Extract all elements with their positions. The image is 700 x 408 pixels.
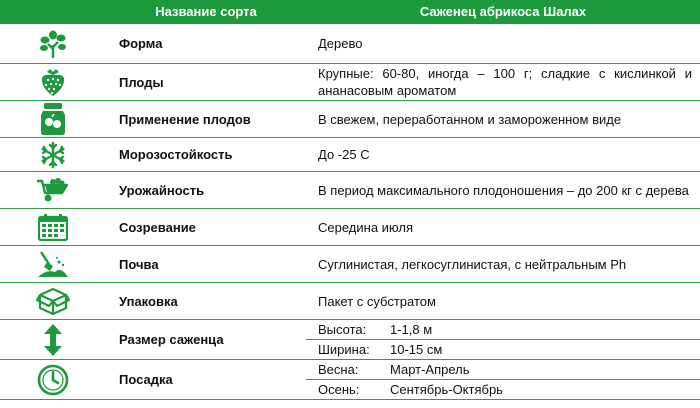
planting-spring-value: Март-Апрель [390, 362, 470, 377]
row-value-text: В период максимального плодоношения – до 200 кг с дерева [318, 182, 689, 198]
row-value: В свежем, переработанном и замороженном виде [318, 111, 622, 127]
vertical-arrows-icon [0, 320, 106, 359]
row-value: Середина июля [318, 219, 414, 235]
jar-icon [0, 101, 106, 137]
row-value [318, 64, 692, 100]
table-row [0, 101, 700, 138]
size-height-label: Высота: [318, 322, 367, 337]
row-value-text: Крупные: 60-80, иногда – 100 г; сладкие с кислинкой и ананасовым ароматом [318, 66, 692, 98]
clock-icon [0, 360, 106, 399]
table-row [0, 64, 700, 101]
table-row [0, 209, 700, 246]
row-name: Посадка [119, 372, 173, 387]
header-seedling-name: Саженец абрикоса Шалах [419, 4, 587, 19]
size-height-value: 1-1,8 м [390, 322, 433, 337]
row-name: Плоды [119, 74, 164, 90]
calendar-icon [0, 209, 106, 245]
wheelbarrow-icon [0, 172, 106, 208]
table-row [0, 360, 700, 400]
size-height-line [306, 320, 700, 340]
row-value: Суглинистая, легкосуглинистая, с нейтральным Ph [318, 256, 627, 272]
planting-autumn-value: Сентябрь-Октябрь [390, 382, 503, 397]
row-name: Урожайность [119, 182, 205, 198]
table-header [0, 0, 700, 24]
size-width-value: 10-15 см [390, 342, 443, 357]
strawberry-icon [0, 64, 106, 100]
row-name: Применение плодов [119, 111, 251, 127]
planting-spring-line [306, 360, 700, 380]
row-value [318, 172, 692, 208]
row-name: Форма [119, 36, 163, 51]
snowflake-icon [0, 138, 106, 171]
box-icon [0, 283, 106, 319]
table-row [0, 138, 700, 172]
planting-autumn-label: Осень: [318, 382, 360, 397]
table-row [0, 24, 700, 64]
table-row [0, 246, 700, 283]
header-variety-name: Название сорта [155, 4, 257, 19]
row-name: Упаковка [119, 293, 178, 309]
row-name: Размер саженца [119, 332, 224, 347]
row-name: Морозостойкость [119, 147, 233, 162]
row-value: Пакет с субстратом [318, 293, 436, 309]
row-value: Дерево [318, 36, 363, 51]
row-name: Созревание [119, 219, 196, 235]
size-width-label: Ширина: [318, 342, 370, 357]
size-width-line [306, 340, 700, 360]
tree-icon [0, 24, 106, 63]
planting-autumn-line [306, 380, 700, 400]
table-row [0, 283, 700, 320]
row-value: До -25 С [318, 147, 370, 162]
table-row [0, 172, 700, 209]
planting-spring-label: Весна: [318, 362, 359, 377]
row-name: Почва [119, 256, 159, 272]
table-row [0, 320, 700, 360]
soil-shovel-icon [0, 246, 106, 282]
